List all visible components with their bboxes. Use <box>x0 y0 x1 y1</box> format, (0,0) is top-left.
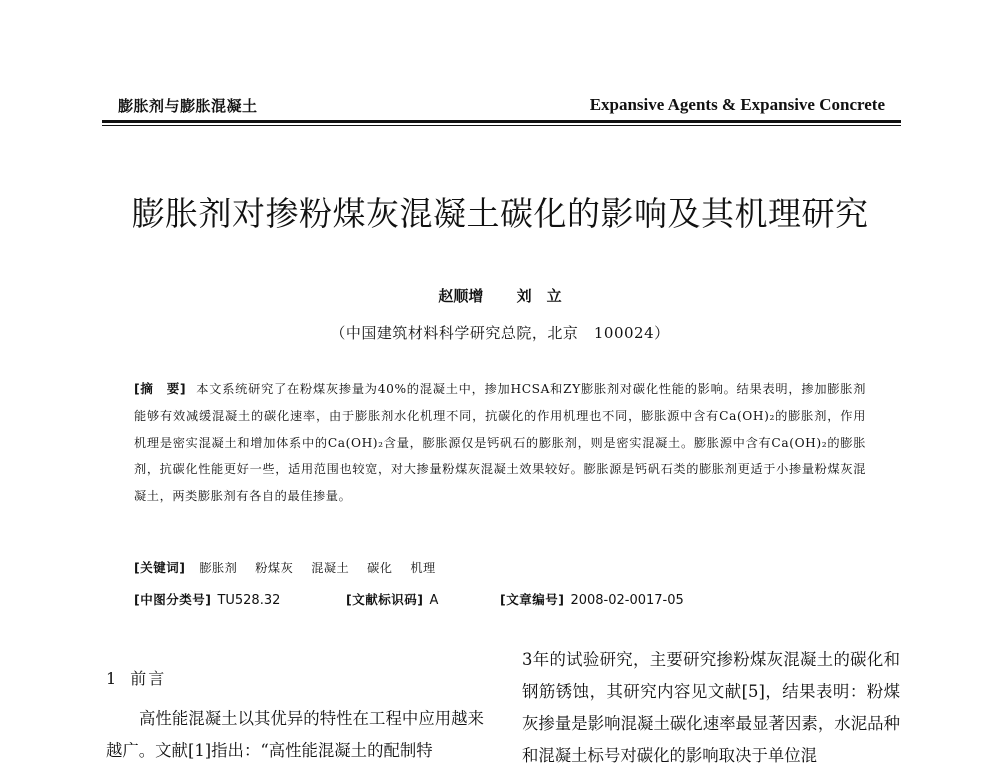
journal-section-chinese: 膨胀剂与膨胀混凝土 <box>118 97 258 115</box>
document-code-label: [文献标识码] <box>346 592 424 607</box>
article-number-label: [文章编号] <box>500 592 565 607</box>
body-paragraph: 3年的试验研究，主要研究掺粉煤灰混凝土的碳化和钢筋锈蚀，其研究内容见文献[5]，结果表明：粉煤灰掺量是影响混凝土碳化速率最显著因素，水泥品种和混凝土标号对碳化的影响取决于单位混 <box>522 650 900 765</box>
paper-title: 膨胀剂对掺粉煤灰混凝土碳化的影响及其机理研究 <box>131 194 869 233</box>
body-column-right <box>522 644 900 772</box>
article-number <box>500 590 684 608</box>
section-heading <box>106 666 166 689</box>
abstract-text: 本文系统研究了在粉煤灰掺量为40%的混凝土中，掺加HCSA和ZY膨胀剂对碳化性能的影响。结果表明，掺加膨胀剂能够有效减缓混凝土的碳化速率，由于膨胀剂水化机理不同，抗碳化的作用机理也不同，膨胀源中含有Ca(OH)₂的膨胀剂，作用机理是密实混凝土和增加体系中的Ca(OH)₂含量，膨胀源仅是钙矾石的膨胀剂，则是密实混凝土。膨胀源中含有Ca(OH)₂的膨胀剂，抗碳化性能更好一些，适用范围也较宽，对大掺量粉煤灰混凝土效果较好。膨胀源是钙矾石类的膨胀剂更适于小掺量粉煤灰混凝土，两类膨胀剂有各自的最佳掺量。 <box>134 382 866 504</box>
author-name: 赵顺增 <box>438 287 484 305</box>
author-list <box>100 285 900 306</box>
abstract-label: [摘 要] <box>134 381 187 396</box>
clc-number <box>134 590 280 608</box>
article-number-value: 2008-02-0017-05 <box>570 593 684 608</box>
author-name: 刘 立 <box>516 287 562 305</box>
keyword: 膨胀剂 <box>199 561 238 575</box>
header-rule-thick <box>102 120 901 123</box>
keyword: 粉煤灰 <box>255 561 294 575</box>
keyword: 混凝土 <box>311 561 350 575</box>
body-column-left <box>106 703 484 767</box>
running-header <box>102 95 901 117</box>
header-rule-thin <box>102 125 901 126</box>
body-paragraph: 高性能混凝土以其优异的特性在工程中应用越来越广。文献[1]指出：“高性能混凝土的配制特 <box>106 709 484 760</box>
document-code <box>346 590 438 608</box>
abstract <box>134 376 866 510</box>
classification-info <box>134 590 866 610</box>
section-title: 前言 <box>130 669 167 688</box>
journal-section-english: Expansive Agents & Expansive Concrete <box>589 95 885 114</box>
keyword: 碳化 <box>367 561 393 575</box>
keywords <box>134 558 866 576</box>
keyword: 机理 <box>410 561 436 575</box>
author-affiliation: （中国建筑材料科学研究总院，北京 100024） <box>330 324 670 342</box>
keywords-label: [关键词] <box>134 560 186 575</box>
clc-value: TU528.32 <box>217 593 281 608</box>
document-code-value: A <box>429 593 439 608</box>
clc-label: [中图分类号] <box>134 592 212 607</box>
section-number: 1 <box>106 669 117 688</box>
